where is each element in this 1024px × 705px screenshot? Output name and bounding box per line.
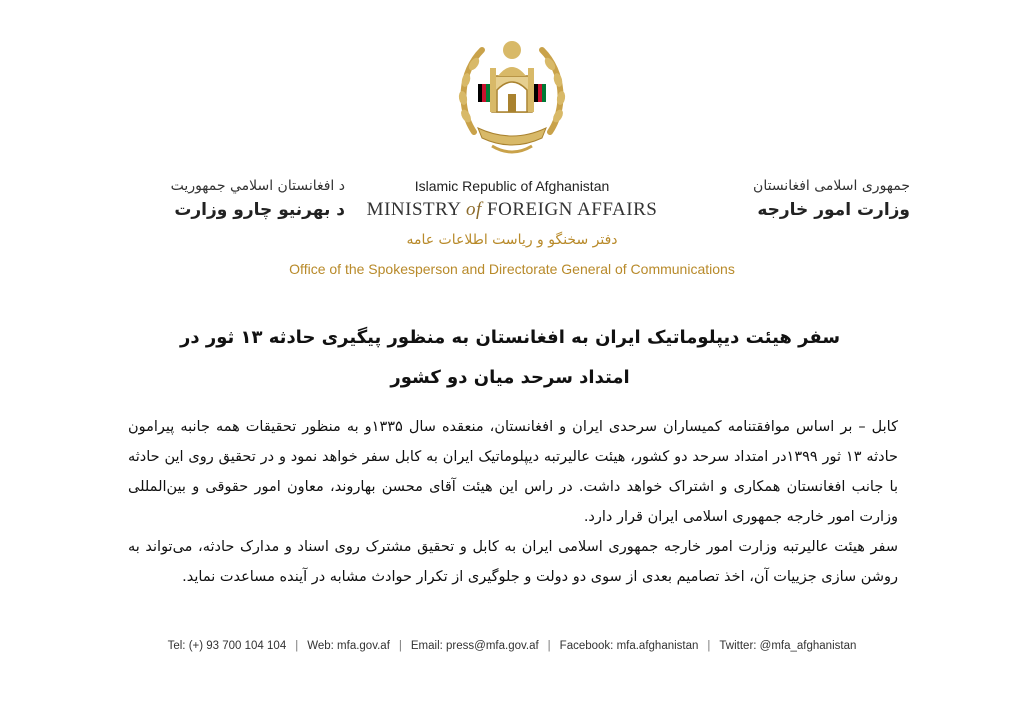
footer-separator: | [547, 640, 551, 652]
press-release-body [128, 412, 898, 592]
header-english-republic: Islamic Republic of Afghanistan [414, 178, 610, 194]
footer-twitter[interactable]: Twitter: @mfa_afghanistan [719, 640, 857, 652]
contact-footer [120, 640, 904, 652]
ministry-foreign-affairs: FOREIGN AFFAIRS [487, 199, 658, 220]
footer-web[interactable]: Web: mfa.gov.af [307, 640, 390, 652]
ministry-of: of [466, 199, 482, 220]
spokesperson-office-dari: دفتر سخنگو و ریاست اطلاعات عامه [406, 232, 618, 248]
ministry-word: MINISTRY [366, 199, 461, 220]
header-dari-republic: جمهوری اسلامی افغانستان [753, 178, 910, 194]
header-pashto-ministry: د بهرنیو چارو وزارت [174, 200, 345, 220]
header-english [312, 176, 712, 224]
press-release-title: سفر هیئت دیپلوماتیک ایران به افغانستان به منظور پیگیری حادثه ۱۳ ثور در امتداد سرحد میان دو کشور [179, 327, 841, 388]
header-pashto-republic: د افغانستان اسلامي جمهوریت [170, 178, 345, 194]
header-pashto [95, 176, 345, 224]
footer-separator: | [398, 640, 402, 652]
header-english-ministry [312, 196, 712, 224]
emblem-icon [452, 28, 572, 163]
body-paragraph-1: کابل – بر اساس موافقتنامه کمیساران سرحدی ایران و افغانستان، منعقده سال ۱۳۳۵و به منظور تحقیقات همه جانبه پیرامون حادثه ۱۳ ثور ۱۳۹۹در امتداد سرحد دو کشور، هیئت عالیرتبه دیپلوماتیک ایران به کابل سفر خواهد نمود و در تحقیق روی این حادثه با جانب افغانستان همکاری و اشتراک خواهد داشت. در راس این هیئت آقای محسن بهاروند، معاون امور حقوقی و بین‌المللی وزارت امور خارجه جمهوری اسلامی ایران قرار دارد. [128, 419, 898, 525]
spokesperson-office-english: Office of the Spokesperson and Directorate General of Communications [289, 261, 735, 277]
footer-facebook[interactable]: Facebook: mfa.afghanistan [559, 640, 699, 652]
footer-tel: Tel: (+) 93 700 104 104 [167, 640, 287, 652]
footer-email[interactable]: Email: press@mfa.gov.af [410, 640, 539, 652]
header-dari [700, 176, 910, 224]
header-dari-ministry: وزارت امور خارجه [757, 200, 910, 220]
footer-separator: | [295, 640, 299, 652]
footer-separator: | [707, 640, 711, 652]
body-paragraph-2: سفر هیئت عالیرتبه وزارت امور خارجه جمهوری اسلامی ایران به کابل و تحقیق مشترک روی اسناد و مدارک حادثه، می‌تواند به روشن سازی جزییات آن، اخذ تصامیم بعدی از سوی دو دولت و جلوگیری از تکرار حوادث مشابه در آینده مساعدت نماید. [128, 539, 898, 585]
